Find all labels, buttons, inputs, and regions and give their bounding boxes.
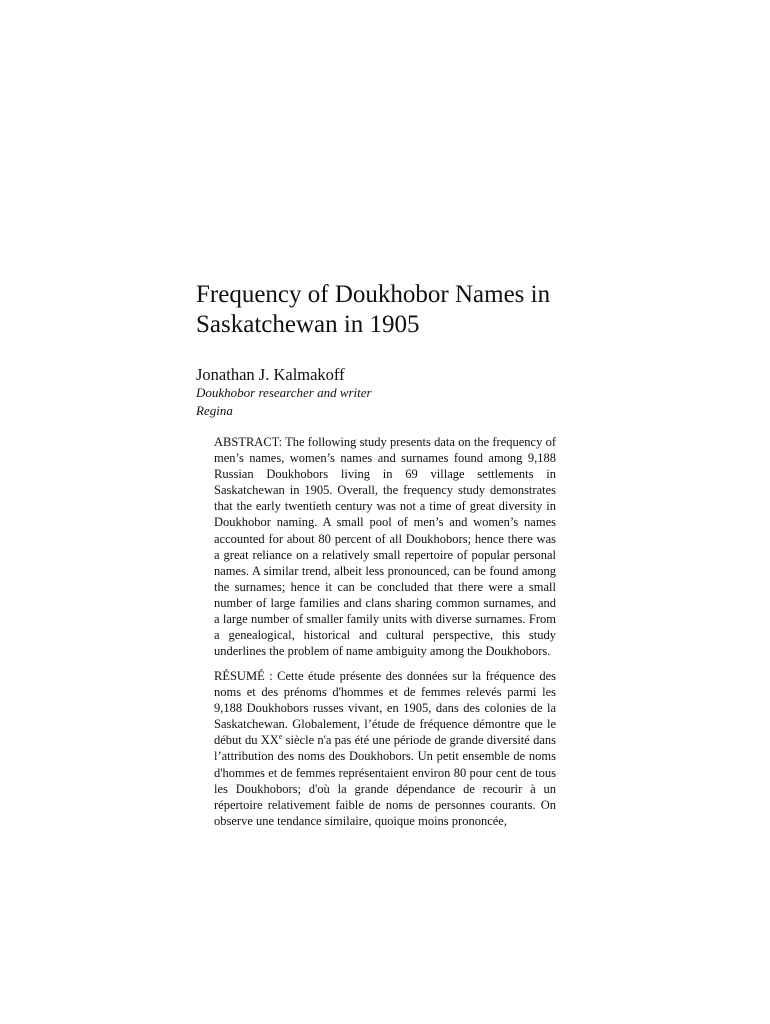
resume-text-part-1: RÉSUMÉ : Cette étude présente des données sur la fréquence des noms et des prénoms d'hommes et de femmes relevés parmi les 9,188 Doukhobors russes vivant, en 1905, dans des colonies de la Saskatchewan. Globalement, l’étude de fréquence démontre que le début du XX <box>214 669 556 748</box>
abstract-french <box>214 668 556 829</box>
resume-century-superscript: e <box>278 732 283 742</box>
affiliation-role: Doukhobor researcher and writer <box>196 385 372 400</box>
affiliation-city: Regina <box>196 403 233 418</box>
abstract-english: ABSTRACT: The following study presents data on the frequency of men’s names, women’s names and surnames found among 9,188 Russian Doukhobors living in 69 village settlements in Saskatchewan in 1905. Overall, the frequency study demonstrates that the early twentieth century was not a time of great diversity in Doukhobor naming. A small pool of men’s and women’s names accounted for about 80 percent of all Doukhobors; hence there was a great reliance on a relatively small repertoire of popular personal names. A similar trend, albeit less pronounced, can be found among the surnames; hence it can be concluded that there were a small number of large families and clans sharing common surnames, and a large number of smaller family units with diverse surnames. From a genealogical, historical and cultural perspective, this study underlines the problem of name ambiguity among the Doukhobors. <box>214 435 556 659</box>
article-title <box>196 280 616 340</box>
article-title-line-1: Frequency of Doukhobor Names in <box>196 281 551 308</box>
author-affiliation <box>196 384 372 420</box>
resume-text-part-2: siècle n'a pas été une période de grande diversité dans l’attribution des noms des Doukhobors. Un petit ensemble de noms d'hommes et de femmes représentaient environ 80 pour cent de tous les Doukhobors; d'où la grande dépendance de recourir à un répertoire relativement faible de noms de personnes courants. On observe une tendance similaire, quoique moins prononcée, <box>214 733 556 828</box>
article-title-line-2: Saskatchewan in 1905 <box>196 311 420 338</box>
author-name: Jonathan J. Kalmakoff <box>196 365 345 384</box>
